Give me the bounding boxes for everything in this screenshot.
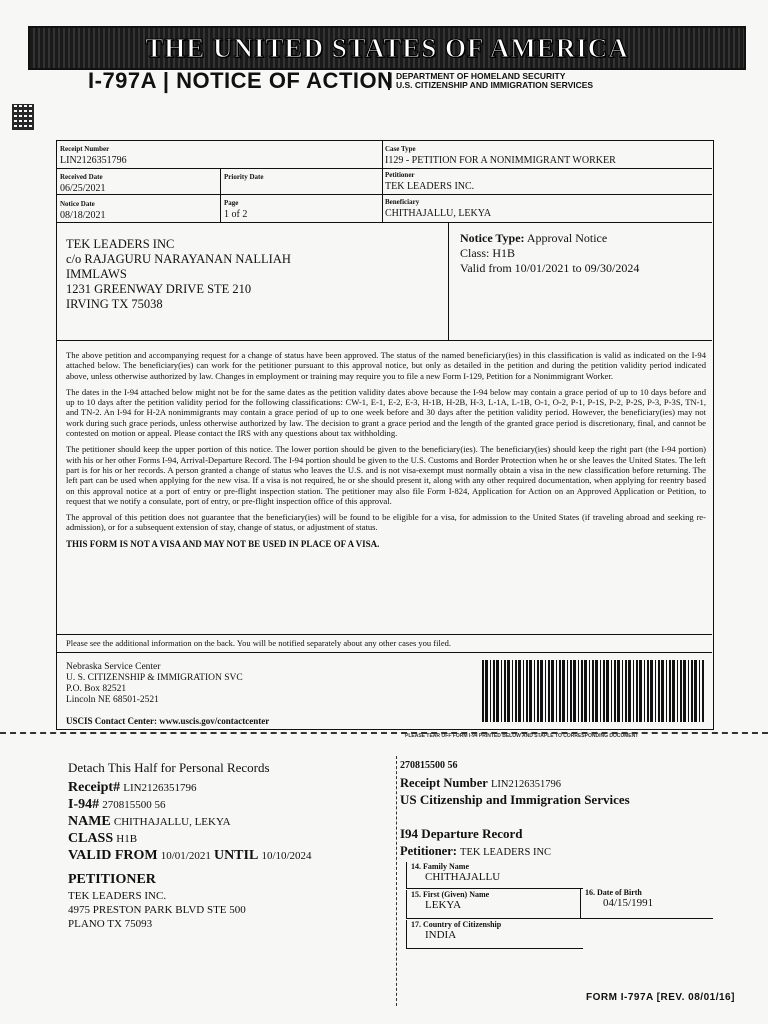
priority-date-cell: [224, 172, 263, 183]
i94-receipt-label: Receipt Number: [400, 776, 488, 790]
not-visa-warning: THIS FORM IS NOT A VISA AND MAY NOT BE USED IN PLACE OF A VISA.: [66, 538, 380, 549]
form-code: FORM I-797A [REV. 08/01/16]: [586, 992, 735, 1003]
case-type-cell: [385, 144, 616, 166]
mailing-address: [66, 237, 291, 312]
department-label: [388, 72, 593, 90]
dept-line-2: U.S. CITIZENSHIP AND IMMIGRATION SERVICES: [396, 80, 594, 90]
body-paragraph: The above petition and accompanying request for a change of status have been approved. The status of the named beneficiary(ies) in this classification is valid as indicated on the I-94 attached below. The beneficiary(ies) can work for the petitioner pursuant to this approval notice, but only as detailed in the petition and during the petition validity period indicated above, unless otherwise authorized by law. Changes in employment or training may require you to file a new Form I-129, Petition for a Nonimmigrant Worker.: [66, 350, 706, 381]
notice-validity: Valid from 10/01/2021 to 09/30/2024: [460, 261, 640, 275]
priority-date-label: Priority Date: [224, 173, 264, 181]
lower-i94-row: [68, 797, 166, 813]
notice-date-value: 08/18/2021: [60, 210, 106, 221]
country-label: 17. Country of Citizenship: [411, 920, 502, 929]
address-line: IMMLAWS: [66, 267, 127, 281]
petitioner-cell: [385, 170, 474, 192]
lower-receipt-row: [68, 780, 197, 796]
lower-receipt-label: Receipt#: [68, 780, 121, 795]
notice-summary: [460, 231, 639, 276]
i94-petitioner-row: [400, 844, 551, 859]
page-label: Page: [224, 199, 239, 207]
lower-class-value: H1B: [116, 833, 138, 845]
lower-valid-from-label: VALID FROM: [68, 848, 158, 863]
received-date-cell: [60, 172, 106, 194]
form-title: I-797A | NOTICE OF ACTION: [88, 68, 394, 93]
notice-body: [66, 350, 706, 555]
service-center-address: [66, 662, 243, 706]
lower-i94-label: I-94#: [68, 797, 100, 812]
country-value: INDIA: [425, 929, 457, 941]
divider: [382, 140, 383, 222]
received-date-value: 06/25/2021: [60, 183, 106, 194]
divider: [56, 340, 712, 341]
i94-petitioner-value: TEK LEADERS INC: [460, 847, 552, 858]
beneficiary-cell: [385, 197, 491, 219]
divider: [56, 222, 712, 223]
lower-class-row: [68, 831, 137, 847]
divider: [56, 194, 712, 195]
tear-line: [0, 732, 768, 734]
i94-receipt-value: LIN2126351796: [490, 779, 561, 790]
banner: [28, 26, 746, 70]
service-center-line: U. S. CITIZENSHIP & IMMIGRATION SVC: [66, 673, 243, 683]
received-date-label: Received Date: [60, 173, 103, 181]
lower-until-label: UNTIL: [213, 848, 259, 863]
beneficiary-value: CHITHAJALLU, LEKYA: [385, 208, 492, 219]
i94-agency: US Citizenship and Immigration Services: [400, 792, 630, 807]
divider: [56, 168, 712, 169]
receipt-number-label: Receipt Number: [60, 145, 110, 153]
petitioner-label: Petitioner: [385, 171, 415, 179]
lower-petitioner-title: [68, 872, 156, 888]
i94-petitioner-label: Petitioner:: [400, 844, 457, 858]
country-box: [406, 920, 583, 949]
lower-name-label: NAME: [68, 814, 111, 829]
dob-label: 16. Date of Birth: [585, 888, 642, 897]
dob-box: [580, 888, 713, 919]
notice-type-label: Notice Type:: [460, 231, 525, 245]
divider: [56, 652, 712, 653]
lower-petitioner-label: PETITIONER: [68, 872, 156, 887]
page-cell: [224, 198, 247, 220]
lower-i94-value: 270815500 56: [102, 799, 166, 811]
dob-value: 04/15/1991: [603, 897, 654, 909]
petitioner-address-line: PLANO TX 75093: [68, 918, 153, 930]
service-center-line: P.O. Box 82521: [66, 684, 127, 694]
lower-name-value: CHITHAJALLU, LEKYA: [113, 816, 231, 828]
receipt-number-value: LIN2126351796: [60, 155, 127, 166]
datamatrix-code-icon: [12, 104, 34, 130]
i94-receipt-row: [400, 776, 561, 791]
address-line: IRVING TX 75038: [66, 297, 163, 311]
case-type-label: Case Type: [385, 145, 416, 153]
petitioner-value: TEK LEADERS INC.: [385, 181, 475, 192]
back-info-note: Please see the additional information on the back. You will be notified separately about any other cases you filed.: [66, 638, 451, 648]
address-line: 1231 GREENWAY DRIVE STE 210: [66, 282, 252, 296]
contact-center: USCIS Contact Center: www.uscis.gov/contactcenter: [66, 716, 270, 726]
address-line: TEK LEADERS INC: [66, 237, 175, 251]
beneficiary-label: Beneficiary: [385, 198, 420, 206]
lower-valid-from-value: 10/01/2021: [160, 850, 211, 862]
body-paragraph: The dates in the I-94 attached below might not be for the same dates as the petition validity dates above because the I-94 below may contain a grace period of up to 10 days before and up to 10 days after the petition validity period for the following classifications: CW-1, E-1, E-2, E-3, H-1B, H-2B, H-3, L-1A, L-1B, O-1, O-2, P-1, P-1S, P-2, P-2S, P-3, P-3S, TN-1, and TN-2. An I-94 for H-2A nonimmigrants may contain a grace period of up to one week before and 30 days after the petition validity period. However, the beneficiary(ies) may not work during such grace periods, unless otherwise authorized by law. The decision to grant a grace period and the length of the granted grace period is discretionary, final, and cannot be contested on motion or appeal. Please contact the IRS with any questions about tax withholding.: [66, 386, 706, 439]
lower-valid-row: [68, 848, 312, 864]
lower-until-value: 10/10/2024: [261, 850, 312, 862]
divider: [220, 168, 221, 222]
petitioner-address-line: 4975 PRESTON PARK BLVD STE 500: [68, 904, 246, 916]
family-name-value: CHITHAJALLU: [425, 871, 501, 883]
receipt-number-cell: [60, 144, 127, 166]
notice-date-label: Notice Date: [60, 200, 95, 208]
tear-instruction: PLEASE TEAR OFF FORM I-94 PRINTED BELOW AND STAPLE TO CORRESPONDING DOCUMENT: [405, 733, 639, 739]
lower-class-label: CLASS: [68, 831, 114, 846]
banner-title: THE UNITED STATES OF AMERICA: [145, 32, 629, 63]
family-name-box: [406, 862, 583, 889]
lower-receipt-value: LIN2126351796: [123, 782, 197, 794]
given-name-box: [406, 890, 583, 919]
body-paragraph: The petitioner should keep the upper portion of this notice. The lower portion should be given to the beneficiary(ies). The beneficiary(ies) should keep the right part (the I-94 portion) with his or her other Forms I-94, Arrival-Departure Record. The I-94 portion should be given to the U.S. Customs and Border Protection when he or she leaves the United States. The left part is for his or her records. A person granted a change of status who leaves the U.S. and is not visa-exempt must normally obtain a visa in the new classification before returning. The left part can be used when applying for the new visa. If a visa is not required, he or she should present it, along with any other required documentation, when applying for reentry based on this approval notice at a port of entry or pre-flight inspection station. The petitioner may also file Form I-824, Application for Action on an Approved Application or Petition, to request that we notify a consulate, port of entry, or pre-flight inspection office of this approval.: [66, 444, 706, 506]
address-line: c/o RAJAGURU NARAYANAN NALLIAH: [66, 252, 291, 266]
i94-record-title: I94 Departure Record: [400, 826, 523, 841]
notice-class: Class: H1B: [460, 246, 516, 260]
case-type-value: I129 - PETITION FOR A NONIMMIGRANT WORKER: [385, 155, 616, 166]
notice-date-cell: [60, 199, 106, 221]
lower-petitioner-address: [68, 889, 246, 931]
barcode-icon: [482, 660, 704, 722]
page-value: 1 of 2: [224, 209, 248, 220]
given-name-value: LEKYA: [425, 899, 462, 911]
lower-name-row: [68, 814, 231, 830]
divider: [448, 222, 449, 340]
service-center-line: Lincoln NE 68501-2521: [66, 695, 159, 705]
service-center-line: Nebraska Service Center: [66, 662, 161, 672]
notice-type-value: Approval Notice: [526, 231, 608, 245]
family-name-label: 14. Family Name: [411, 862, 469, 871]
given-name-label: 15. First (Given) Name: [411, 890, 490, 899]
i94-number: 270815500 56: [400, 760, 458, 771]
petitioner-address-line: TEK LEADERS INC.: [68, 890, 167, 902]
dept-line-1: DEPARTMENT OF HOMELAND SECURITY: [396, 71, 566, 81]
divider: [56, 634, 712, 635]
detach-title: Detach This Half for Personal Records: [68, 760, 270, 775]
body-paragraph: The approval of this petition does not guarantee that the beneficiary(ies) will be found to be eligible for a visa, for admission to the United States (if traveling abroad and seeking re-admission), or for a subsequent extension of stay, change of status, or adjustment of status.: [66, 512, 706, 533]
